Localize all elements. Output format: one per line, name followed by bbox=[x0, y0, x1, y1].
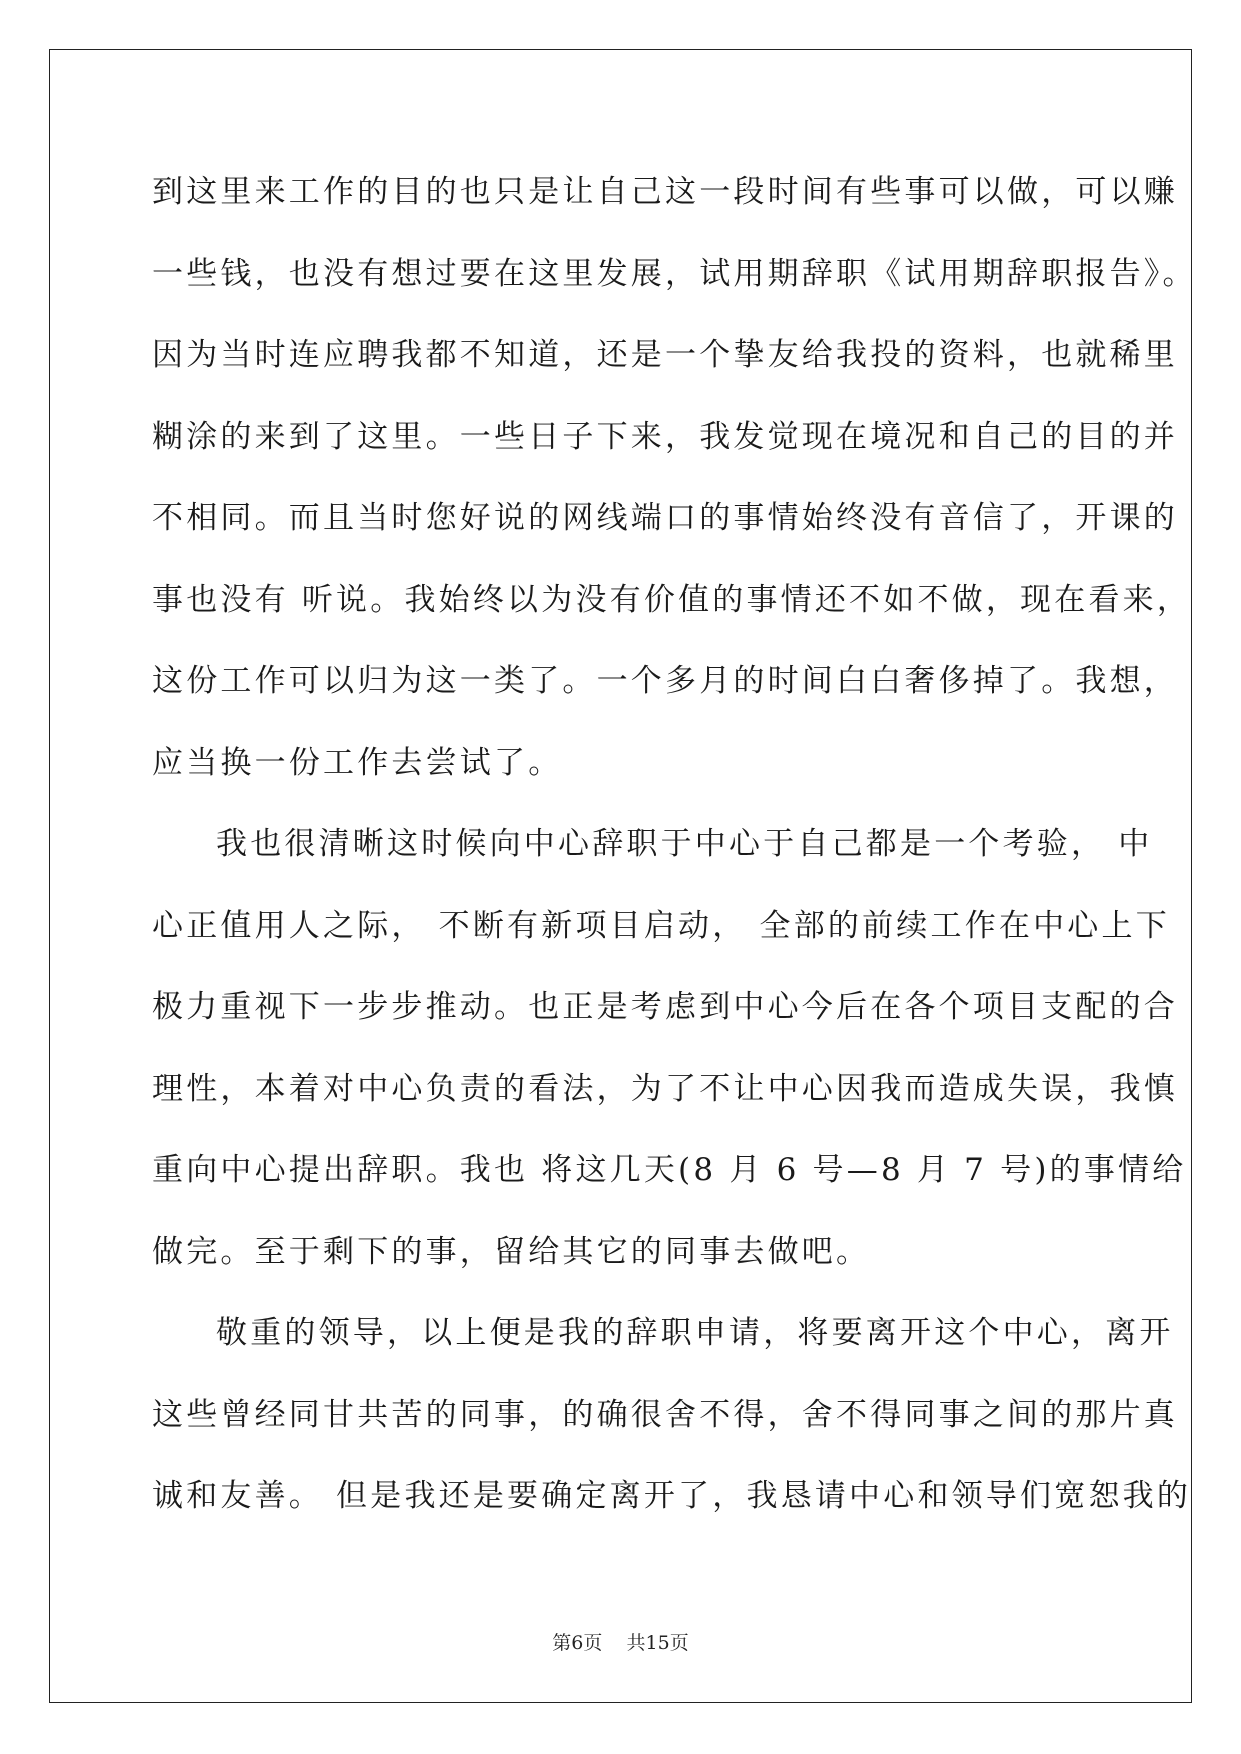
text-line: 糊涂的来到了这里。一些日子下来，我发觉现在境况和自己的目的并 bbox=[152, 418, 1178, 455]
paragraph-start-line: 我也很清晰这时候向中心辞职于中心于自己都是一个考验， 中 bbox=[216, 826, 1153, 862]
page-number-footer: 第6页 共15页 bbox=[552, 1632, 689, 1654]
text-line: 因为当时连应聘我都不知道，还是一个挚友给我投的资料，也就稀里 bbox=[152, 337, 1178, 373]
text-line: 应当换一份工作去尝试了。 bbox=[152, 744, 563, 781]
document-body bbox=[152, 162, 1197, 1548]
text-line: 不相同。而且当时您好说的网线端口的事情始终没有音信了，开课的 bbox=[152, 500, 1178, 536]
text-line: 理性，本着对中心负责的看法，为了不让中心因我而造成失误，我慎 bbox=[152, 1070, 1178, 1107]
text-line: 事也没有 听说。我始终以为没有价值的事情还不如不做，现在看来， bbox=[152, 581, 1192, 618]
text-line: 这些曾经同甘共苦的同事，的确很舍不得，舍不得同事之间的那片真 bbox=[152, 1396, 1178, 1433]
text-line: 心正值用人之际， 不断有新项目启动， 全部的前续工作在中心上下 bbox=[152, 907, 1170, 944]
text-line: 极力重视下一步步推动。也正是考虑到中心今后在各个项目支配的合 bbox=[152, 989, 1178, 1025]
text-line: 到这里来工作的目的也只是让自己这一段时间有些事可以做，可以赚 bbox=[152, 174, 1178, 210]
text-line: 一些钱，也没有想过要在这里发展，试用期辞职《试用期辞职报告》。 bbox=[152, 255, 1197, 292]
text-line: 诚和友善。 但是我还是要确定离开了，我恳请中心和领导们宽恕我的 bbox=[152, 1478, 1192, 1514]
text-line: 这份工作可以归为这一类了。一个多月的时间白白奢侈掉了。我想， bbox=[152, 663, 1178, 699]
text-line: 做完。至于剩下的事，留给其它的同事去做吧。 bbox=[152, 1233, 871, 1270]
paragraph-start-line: 敬重的领导，以上便是我的辞职申请，将要离开这个中心，离开 bbox=[216, 1315, 1174, 1351]
text-line: 重向中心提出辞职。我也 将这几天(8 月 6 号—8 月 7 号)的事情给 bbox=[152, 1152, 1187, 1188]
